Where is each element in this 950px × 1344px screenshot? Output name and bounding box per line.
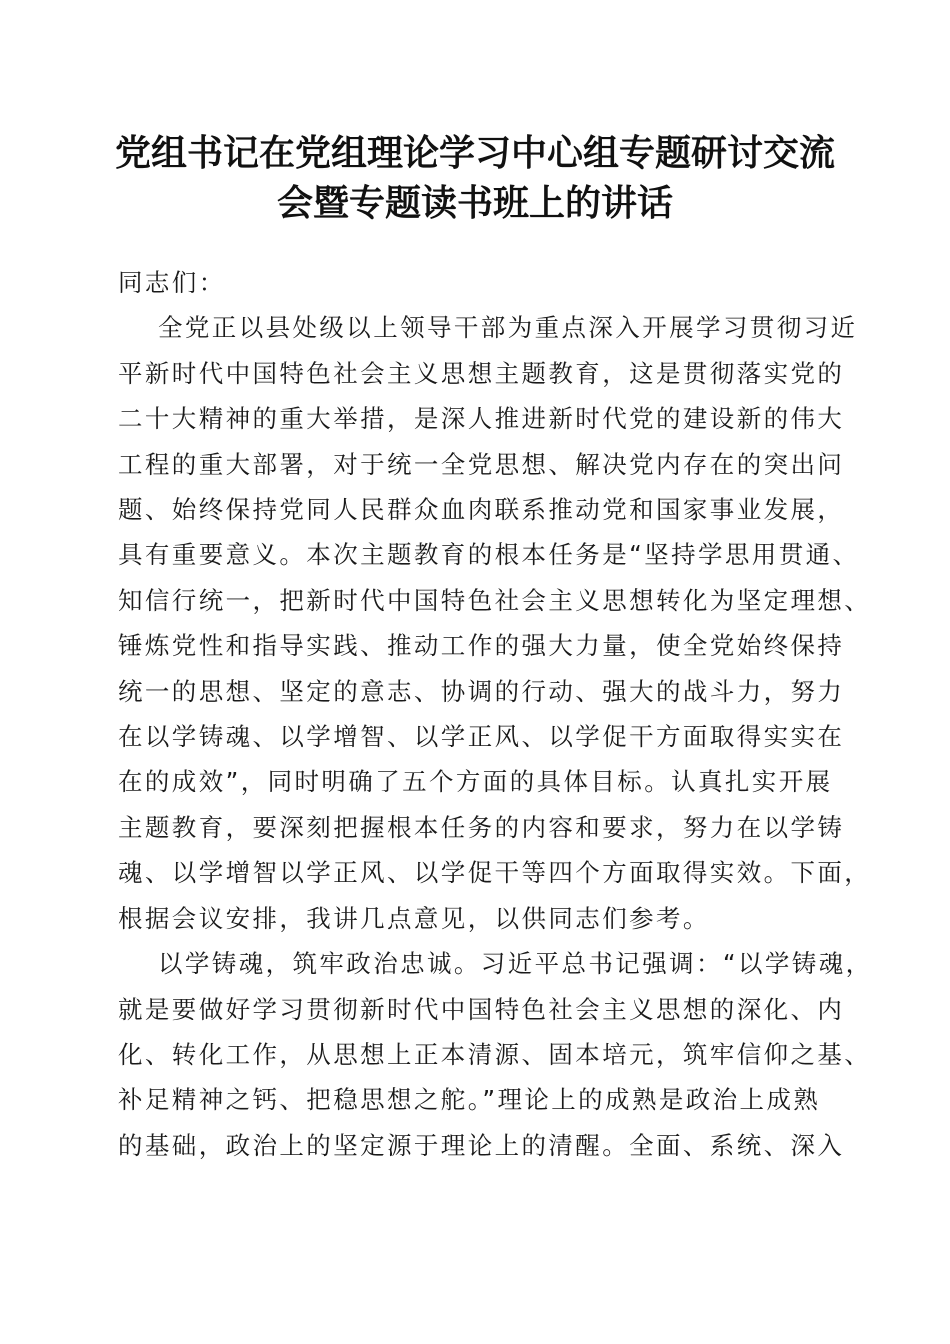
text-line: 化、转化工作，从思想上正本清源、固本培元，筑牢信仰之基、 [118,1039,872,1069]
paragraph-1 [118,305,872,941]
text-line: 在以学铸魂、以学增智、以学正风、以学促干方面取得实实在 [118,722,845,752]
text-line: 在的成效”，同时明确了五个方面的具体目标。认真扎实开展 [118,767,833,797]
text-line: 锤炼党性和指导实践、推动工作的强大力量，使全党始终保持 [118,631,845,661]
document-title [60,128,890,228]
text-line: 补足精神之钙、把稳思想之舵。”理论上的成熟是政治上成熟 [118,1085,821,1115]
text-line: 知信行统一，把新时代中国特色社会主义思想转化为坚定理想、 [118,585,872,615]
text-line: 的基础，政治上的坚定源于理论上的清醒。全面、系统、深入 [118,1130,845,1160]
salutation-text: 同志们： [118,268,226,297]
text-line: 平新时代中国特色社会主义思想主题教育，这是贯彻落实党的 [118,358,845,388]
text-line: 题、始终保持党同人民群众血肉联系推动党和国家事业发展， [118,495,845,525]
text-line: 统一的思想、坚定的意志、协调的行动、强大的战斗力，努力 [118,676,845,706]
document-body [118,260,873,1168]
salutation [118,260,840,305]
text-line: 主题教育，要深刻把握根本任务的内容和要求，努力在以学铸 [118,812,845,842]
text-line: 魂、以学增智以学正风、以学促干等四个方面取得实效。下面， [118,858,872,888]
text-line: 工程的重大部署，对于统一全党思想、解决党内存在的突出问 [118,449,845,479]
paragraph-2 [118,941,873,1168]
title-line-2: 会暨专题读书班上的讲话 [276,182,673,224]
text-line: 根据会议安排，我讲几点意见，以供同志们参考。 [118,903,710,933]
text-line: 具有重要意义。本次主题教育的根本任务是“坚持学思用贯通、 [118,540,860,570]
text-line: 以学铸魂，筑牢政治忠诚。习近平总书记强调：“以学铸魂， [158,949,873,979]
title-line-1: 党组书记在党组理论学习中心组专题研讨交流 [114,132,835,174]
text-line: 就是要做好学习贯彻新时代中国特色社会主义思想的深化、内 [118,994,845,1024]
text-line: 二十大精神的重大举措，是深人推进新时代党的建设新的伟大 [118,404,845,434]
text-line: 全党正以县处级以上领导干部为重点深入开展学习贯彻习近 [158,313,858,343]
